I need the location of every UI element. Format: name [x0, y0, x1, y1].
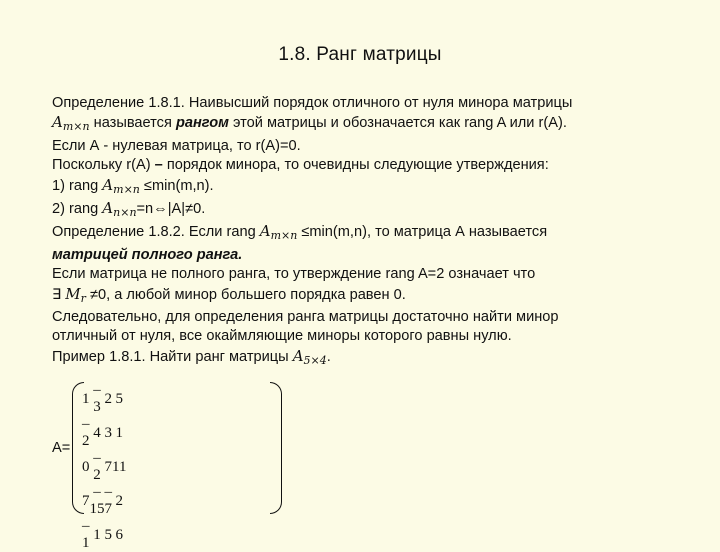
term-rank: рангом — [175, 115, 229, 132]
math-a: A — [102, 199, 114, 218]
matrix-row — [82, 416, 126, 450]
matrix-cell: – 2 — [93, 450, 101, 483]
text-fragment: ≤min(m,n), то матрица А называется — [297, 224, 548, 241]
matrix-cell: 7 — [104, 458, 112, 475]
text-fragment: порядок минора, то очевидны следующие утверждения: — [162, 157, 549, 174]
zero-matrix-line: Если А - нулевая матрица, то r(A)=0. — [52, 137, 301, 154]
dash: – — [154, 157, 163, 174]
matrix-cell: 11 — [112, 458, 127, 475]
matrix-cell: 6 — [115, 526, 123, 543]
example-line — [52, 347, 692, 370]
matrix-cell: 0 — [82, 458, 90, 475]
definition-2-line-1 — [52, 222, 692, 245]
matrix-cell: – 3 — [93, 382, 101, 415]
matrix-row — [82, 382, 126, 416]
since-line — [52, 156, 692, 175]
right-parenthesis — [270, 382, 282, 514]
definition-1-line-2 — [52, 113, 692, 136]
math-sub: m×n — [113, 182, 140, 196]
statement-2 — [52, 199, 692, 222]
text-fragment: =n⇔|A|≠0. — [136, 201, 206, 218]
consequently-line-2: отличный от нуля, все окаймляющие миноры которого равны нулю. — [52, 328, 512, 345]
text-fragment: Поскольку r(A) — [52, 157, 155, 174]
matrix-cell: –15 — [89, 484, 105, 517]
matrix-row — [82, 484, 126, 518]
matrix-cell: 7 — [82, 492, 90, 509]
term-full-rank: матрицей полного ранга. — [52, 246, 243, 263]
matrix-cell: 1 — [82, 390, 90, 407]
math-sub: m×n — [270, 229, 298, 243]
math-m: M — [65, 284, 81, 303]
matrix-cell: – 7 — [104, 484, 112, 517]
text-fragment: . — [326, 348, 331, 365]
slide-body — [52, 94, 692, 370]
matrix-row — [82, 450, 126, 484]
not-full-rank-line: Если матрица не полного ранга, то утверждение rang A=2 означает что — [52, 266, 536, 283]
text-fragment: ≤min(m,n). — [139, 177, 214, 194]
matrix-cell: –1 — [82, 518, 90, 551]
matrix-cell: 5 — [104, 526, 112, 543]
text-fragment: Пример 1.8.1. Найти ранг матрицы — [52, 348, 293, 365]
matrix-cell: 1 — [93, 526, 101, 543]
minor-line — [52, 285, 692, 308]
matrix-cell: 2 — [115, 492, 123, 509]
matrix-cell: 3 — [104, 424, 112, 441]
math-sub: 5×4 — [303, 353, 327, 367]
matrix-cell: 4 — [93, 424, 101, 441]
matrix-label: A= — [52, 440, 71, 456]
matrix-cell: 2 — [104, 390, 112, 407]
math-a: A — [52, 113, 63, 132]
text-fragment: ≠0, а любой минор большего порядка равен 0. — [85, 286, 406, 303]
text-fragment: ∃ — [52, 286, 66, 303]
text-fragment: 1) rang — [52, 177, 103, 194]
slide-title: 1.8. Ранг матрицы — [278, 44, 442, 65]
math-a: A — [102, 175, 114, 194]
math-sub: n×n — [113, 206, 137, 220]
text-fragment: 2) rang — [52, 201, 103, 218]
math-a: A — [292, 346, 304, 365]
matrix-cell: – 2 — [82, 416, 90, 449]
math-sub: r — [80, 291, 86, 305]
matrix-cell: 1 — [115, 424, 123, 441]
definition-1-line-1: Определение 1.8.1. Наивысший порядок отличного от нуля минора матрицы — [52, 95, 573, 111]
text-fragment: этой матрицы и обозначается как rang A или r(A). — [228, 115, 567, 132]
matrix-row — [82, 518, 126, 552]
text-fragment: Определение 1.8.2. Если rang — [52, 224, 260, 241]
consequently-line-1: Следовательно, для определения ранга матрицы достаточно найти минор — [52, 309, 559, 326]
statement-1 — [52, 176, 692, 199]
matrix-grid — [82, 382, 126, 552]
text-fragment: называется — [89, 115, 176, 132]
math-sub: m×n — [62, 120, 90, 134]
matrix-cell: 5 — [115, 390, 123, 407]
math-a: A — [259, 222, 271, 241]
